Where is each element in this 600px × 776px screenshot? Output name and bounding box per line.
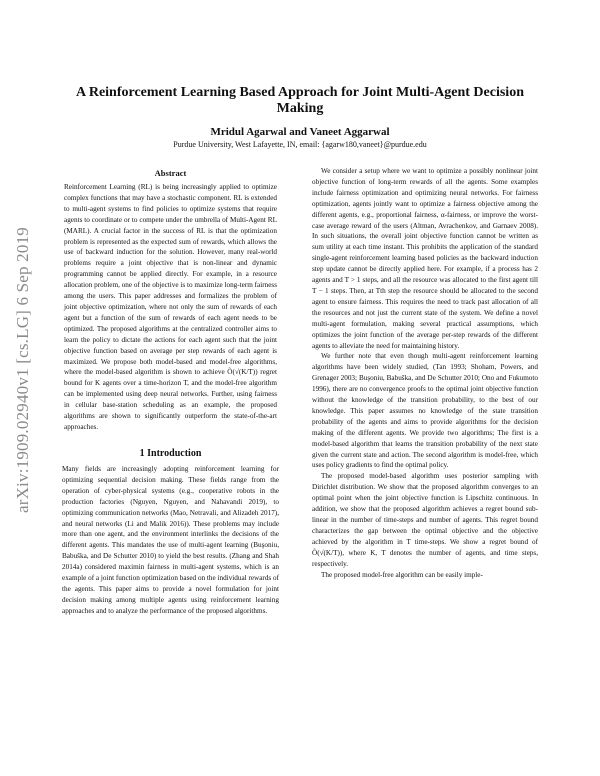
paragraph-setup: We consider a setup where we want to optimize a possibly nonlinear joint objective function of long-term rewards of all the agents. Some examples include fairness optimization and optimizing neural networks. For fairness optimization, agents jointly want to optimize a fairness objective among the different agents, e.g., proportional fairness, α-fairness, or improve the worst-case average reward of the users (Altman, Avrachenkov, and Garnaev 2008). In such situations, the overall joint objective function cannot be written as sum utility at each time instant. This prohibits the application of the standard single-agent reinforcement learning based policies as the backward induction step update cannot be directly applied here. For example, if a process has 2 agents and T > 1 steps, and all the resource was allocated to the first agent till T − 1 steps. Then, at Tth step the resource should be allocated to the second agent to ensure fairness. This requires the need to track past allocation of all the resources and not just the current state of the system. We define a novel multi-agent formulation, making several practical assumptions, which optimizes the joint function of the average per-step rewards of the different agents to alleviate the need for maintaining history. [312, 167, 538, 350]
abstract-body [64, 182, 277, 433]
right-column [312, 166, 538, 580]
paragraph-model-based: The proposed model-based algorithm uses posterior sampling with Dirichlet distribution. We show that the proposed algorithm converges to an optimal point when the joint objective function is Lipschitz continuous. In addition, we show that the proposed algorithm achieves a regret bound sub-linear in the number of time-steps and number of agents. This regret bound characterizes the gap between the optimal objective and the objective achieved by the algorithm in T time-steps. We show a regret bound of Õ(√(K/T)), where K, T denotes the number of agents, and time steps, respectively. [312, 472, 538, 568]
arxiv-identifier: arXiv:1909.02940v1 [cs.LG] 6 Sep 2019 [13, 227, 32, 513]
introduction-heading: 1 Introduction [139, 448, 202, 459]
paragraph-related-work: We further note that even though multi-agent reinforcement learning algorithms have been widely studied, (Tan 1993; Shoham, Powers, and Grenager 2003; Buşoniu, Babuška, and De Schutter 2010; Ono and Fukumoto 1996), there are no convergence proofs to the optimal joint objective function without the knowledge of the transition probability, to the best of our knowledge. This paper assumes no knowledge of the state transition probability of the agents and aims to provide algorithms for the decision making of the different agents. We provide two algorithms; The first is a model-based algorithm that learns the transition probability of the next state given the current state and action. The second algorithm is model-free, which uses policy gradients to find the optimal policy. [312, 352, 538, 470]
paper-title: A Reinforcement Learning Based Approach for Joint Multi-Agent Decision Making [76, 85, 524, 116]
abstract-text: Reinforcement Learning (RL) is being increasingly applied to optimize complex functions that may have a stochastic component. RL is extended to multi-agent systems to find policies to optimize systems that require agents to coordinate or to compete under the umbrella of Multi-Agent RL (MARL). A crucial factor in the success of RL is that the optimization problem is represented as the expected sum of rewards, which allows the use of backward induction for the solution. However, many real-world problems require a joint objective that is non-linear and dynamic programming cannot be applied directly. For example, in a resource allocation problem, one of the objective is to maximize long-term fairness among the users. This paper addresses and formalizes the problem of joint objective optimization, where not only the sum of rewards of each agent but a function of the sum of rewards of each agent needs to be optimized. The proposed algorithms at the centralized controller aims to learn the policy to dictate the actions for each agent such that the joint objective function based on average per step rewards of each agent is maximized. We propose both model-based and model-free algorithms, where the model-based algorithm is shown to achieve Õ(√(K/T)) regret bound for K agents over a time-horizon T, and the model-free algorithm can be implemented using deep neural networks. Further, using fairness in cellular base-station scheduling as an example, the proposed algorithms are shown to significantly outperform the state-of-the-art approaches. [64, 183, 277, 431]
paper-affiliation: Purdue University, West Lafayette, IN, email: {agarw180,vaneet}@purdue.edu [173, 140, 427, 149]
abstract-heading: Abstract [154, 168, 187, 178]
paper-authors: Mridul Agarwal and Vaneet Aggarwal [210, 126, 390, 138]
introduction-body [62, 464, 279, 617]
paragraph-model-free: The proposed model-free algorithm can be easily imple- [321, 570, 483, 579]
introduction-paragraph: Many fields are increasingly adopting reinforcement learning for optimizing sequential decision making. These fields range from the operation of cyber-physical systems (e.g., cooperative robots in the production factories (Nguyen, Nguyen, and Nahavandi 2019), to optimizing communication networks (Mao, Netravali, and Alizadeh 2017), and neural networks (Li and Malik 2016)). These problems may include more than one agent, and the environment interlinks the decisions of the different agents. This mandates the use of multi-agent learning (Buşoniu, Babuška, and De Schutter 2010) to yield the best results. (Zhang and Shah 2014a) considered maximin fairness in multi-agent systems, which is an example of a joint function optimization based on the individual rewards of the agents. This paper aims to provide a novel formulation for joint decision making among multiple agents using reinforcement learning approaches and to analyze the performance of the proposed algorithms. [62, 465, 279, 615]
arxiv-side-stamp [6, 180, 40, 560]
